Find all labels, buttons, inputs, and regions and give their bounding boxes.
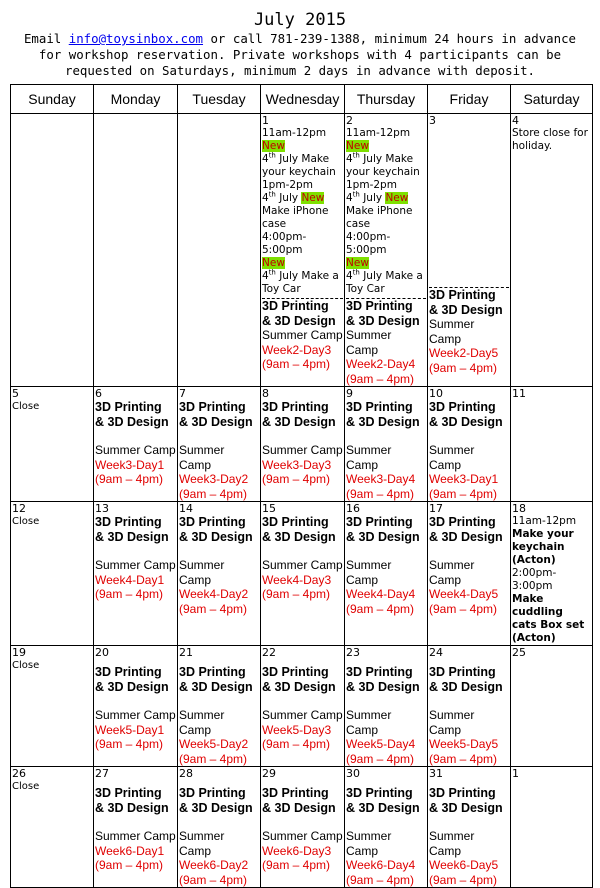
text-fragment: (9am – 4pm) bbox=[95, 587, 164, 601]
workshop-schedule bbox=[512, 515, 591, 645]
text-fragment: Summer Camp bbox=[429, 558, 475, 587]
day-number: 14 bbox=[179, 502, 193, 515]
event-title bbox=[262, 270, 343, 296]
summer-camp-entry bbox=[262, 515, 343, 602]
text-fragment: Make iPhone case bbox=[346, 205, 413, 230]
text-fragment: 3D Printing bbox=[429, 786, 496, 800]
text-fragment: & 3D Design bbox=[95, 529, 169, 544]
text-fragment: Summer Camp bbox=[429, 829, 475, 858]
text-fragment: (9am – 4pm) bbox=[346, 751, 415, 766]
text-fragment: 3D Printing bbox=[346, 400, 413, 414]
day-number: 8 bbox=[262, 387, 269, 400]
day-cell-20 bbox=[94, 646, 178, 767]
day-cell-16 bbox=[345, 502, 428, 646]
day-cell-26 bbox=[11, 767, 94, 888]
text-fragment: (9am – 4pm) bbox=[262, 587, 331, 601]
text-fragment: 3D Printing bbox=[429, 400, 496, 414]
day-cell-14 bbox=[178, 502, 261, 646]
text-fragment: 3D Printing bbox=[346, 786, 413, 800]
text-fragment: Week5-Day4 bbox=[346, 737, 416, 751]
day-cell-28 bbox=[178, 767, 261, 888]
summer-camp-entry bbox=[95, 665, 176, 752]
text-fragment: Summer Camp bbox=[262, 708, 343, 722]
day-cell-17 bbox=[428, 502, 511, 646]
day-cell-24 bbox=[428, 646, 511, 767]
text-fragment: (9am – 4pm) bbox=[429, 360, 498, 375]
text-fragment: & 3D Design bbox=[262, 414, 336, 429]
day-cell-9 bbox=[345, 387, 428, 502]
day-number: 6 bbox=[95, 387, 102, 400]
text-fragment: 3D Printing bbox=[346, 665, 413, 679]
text-fragment: & 3D Design bbox=[95, 800, 169, 815]
day-number: 13 bbox=[95, 502, 109, 515]
summer-camp-entry bbox=[262, 299, 343, 372]
text-fragment: Summer Camp bbox=[429, 443, 475, 472]
day-cell-8 bbox=[261, 387, 345, 502]
text-fragment: Week5-Day5 bbox=[429, 737, 499, 751]
day-cell-10 bbox=[428, 387, 511, 502]
text-fragment: & 3D Design bbox=[95, 414, 169, 429]
day-number: 27 bbox=[95, 767, 109, 780]
day-number: 4 bbox=[512, 114, 519, 127]
text-fragment: (9am – 4pm) bbox=[95, 737, 164, 751]
summer-camp-entry bbox=[179, 515, 259, 616]
text-fragment: (9am – 4pm) bbox=[262, 858, 331, 872]
new-badge: New bbox=[346, 140, 369, 152]
new-badge: New bbox=[301, 192, 325, 204]
text-fragment: th bbox=[268, 151, 276, 160]
text-fragment: 3D Printing bbox=[95, 665, 162, 679]
text-fragment: Summer Camp bbox=[262, 443, 343, 457]
text-fragment: July Make a Toy Car bbox=[346, 270, 423, 295]
text-fragment: & 3D Design bbox=[346, 313, 420, 328]
day-cell-7 bbox=[178, 387, 261, 502]
page-title: July 2015 bbox=[253, 10, 347, 30]
text-fragment: (9am – 4pm) bbox=[179, 486, 248, 501]
text-fragment: Summer Camp bbox=[346, 328, 392, 357]
text-fragment: Week2-Day5 bbox=[429, 346, 499, 360]
summer-camp-entry bbox=[95, 786, 176, 873]
summer-camp-entry bbox=[262, 665, 343, 752]
text-fragment: (9am – 4pm) bbox=[179, 601, 248, 616]
text-fragment: Week3-Day1 bbox=[429, 472, 499, 486]
weekday-header-row bbox=[11, 85, 593, 114]
summer-camp-entry bbox=[95, 400, 176, 487]
summer-camp-entry bbox=[346, 786, 426, 887]
day-cell-empty bbox=[94, 114, 178, 387]
text-fragment: (9am – 4pm) bbox=[95, 858, 164, 872]
text-fragment: (9am – 4pm) bbox=[346, 486, 415, 501]
time-slot: 4:00pm-5:00pm bbox=[262, 231, 307, 256]
day-number: 28 bbox=[179, 767, 193, 780]
text-fragment: Summer Camp bbox=[95, 443, 176, 457]
text-fragment: 4 bbox=[262, 153, 269, 165]
time-slot: 11am-12pm bbox=[262, 127, 327, 139]
event-title bbox=[262, 192, 343, 231]
text-fragment: 3D Printing bbox=[262, 299, 329, 313]
text-fragment: (9am – 4pm) bbox=[429, 601, 498, 616]
day-cell-29 bbox=[261, 767, 345, 888]
text-fragment: & 3D Design bbox=[262, 679, 336, 694]
intro-text bbox=[10, 31, 590, 79]
text-fragment: Week6-Day5 bbox=[429, 858, 499, 872]
day-number: 22 bbox=[262, 646, 276, 659]
day-cell-27 bbox=[94, 767, 178, 888]
text-fragment: Summer Camp bbox=[95, 829, 176, 843]
text-fragment: 3D Printing bbox=[429, 665, 496, 679]
summer-camp-entry bbox=[346, 665, 426, 766]
email-link[interactable]: info@toysinbox.com bbox=[68, 31, 204, 46]
text-fragment: Summer Camp bbox=[346, 708, 392, 737]
time-slot: 11am-12pm bbox=[346, 127, 411, 139]
day-cell-21 bbox=[178, 646, 261, 767]
text-fragment: (9am – 4pm) bbox=[262, 737, 331, 751]
text-fragment: July Make your keychain bbox=[262, 153, 336, 178]
week-row-4 bbox=[11, 646, 593, 767]
time-slot: 4:00pm-5:00pm bbox=[346, 231, 391, 256]
text-fragment: & 3D Design bbox=[346, 529, 420, 544]
day-number: 31 bbox=[429, 767, 443, 780]
day-number: 23 bbox=[346, 646, 360, 659]
day-cell-aug-1 bbox=[511, 767, 593, 888]
text-fragment: & 3D Design bbox=[179, 800, 253, 815]
text-fragment: th bbox=[352, 190, 360, 199]
text-fragment: Week3-Day3 bbox=[262, 457, 332, 472]
text-fragment: July Make your keychain bbox=[346, 153, 420, 178]
text-fragment: (9am – 4pm) bbox=[429, 751, 498, 766]
new-badge: New bbox=[262, 257, 285, 269]
day-cell-4 bbox=[511, 114, 593, 387]
summer-camp-entry bbox=[429, 665, 509, 766]
week-row-2 bbox=[11, 387, 593, 502]
text-fragment: 3D Printing bbox=[262, 665, 329, 679]
weekday-sunday: Sunday bbox=[11, 85, 94, 114]
day-cell-19 bbox=[11, 646, 94, 767]
text-fragment: Week6-Day3 bbox=[262, 843, 332, 858]
text-fragment: Summer Camp bbox=[346, 829, 392, 858]
day-number: 17 bbox=[429, 502, 443, 515]
text-fragment: & 3D Design bbox=[429, 414, 503, 429]
closed-label: Close bbox=[12, 516, 40, 527]
event-title: Make your keychain (Acton) bbox=[512, 528, 574, 566]
text-fragment: 4 bbox=[346, 192, 353, 204]
day-cell-25 bbox=[511, 646, 593, 767]
text-fragment: & 3D Design bbox=[179, 414, 253, 429]
day-number: 25 bbox=[512, 646, 526, 659]
day-number: 2 bbox=[346, 114, 353, 127]
summer-camp-entry bbox=[346, 400, 426, 501]
day-cell-3 bbox=[428, 114, 511, 387]
day-number: 19 bbox=[12, 646, 26, 659]
week-row-3 bbox=[11, 502, 593, 646]
day-number: 7 bbox=[179, 387, 186, 400]
day-number: 1 bbox=[262, 114, 269, 127]
text-fragment: & 3D Design bbox=[262, 800, 336, 815]
weekday-tuesday: Tuesday bbox=[178, 85, 261, 114]
text-fragment: Summer Camp bbox=[179, 829, 225, 858]
weekday-saturday: Saturday bbox=[511, 85, 593, 114]
text-fragment: Week6-Day1 bbox=[95, 843, 165, 858]
text-fragment: Week2-Day4 bbox=[346, 357, 416, 371]
day-cell-15 bbox=[261, 502, 345, 646]
summer-camp-entry bbox=[95, 515, 176, 602]
text-fragment: Week6-Day4 bbox=[346, 858, 416, 872]
text-fragment: & 3D Design bbox=[179, 679, 253, 694]
text-fragment: & 3D Design bbox=[179, 529, 253, 544]
text-fragment: & 3D Design bbox=[429, 800, 503, 815]
text-fragment: Summer Camp bbox=[346, 558, 392, 587]
workshop-schedule bbox=[346, 127, 426, 296]
text-fragment: July bbox=[275, 192, 302, 204]
weekday-friday: Friday bbox=[428, 85, 511, 114]
intro-suffix: or call 781-239-1388, minimum 24 hours in advance for workshop reservation. Private workshops with 4 participants can be requested on Saturdays, minimum 2 days in advance with deposit. bbox=[38, 31, 577, 78]
text-fragment: Summer Camp bbox=[179, 558, 225, 587]
text-fragment: (9am – 4pm) bbox=[262, 472, 331, 486]
intro-prefix: Email bbox=[23, 31, 69, 46]
text-fragment: th bbox=[352, 151, 360, 160]
text-fragment: Week5-Day3 bbox=[262, 722, 332, 737]
text-fragment: Week3-Day2 bbox=[179, 472, 249, 486]
day-number: 24 bbox=[429, 646, 443, 659]
text-fragment: Week4-Day4 bbox=[346, 587, 416, 601]
text-fragment: th bbox=[352, 268, 360, 277]
text-fragment: (9am – 4pm) bbox=[346, 872, 415, 887]
text-fragment: 3D Printing bbox=[179, 786, 246, 800]
weekday-wednesday: Wednesday bbox=[261, 85, 345, 114]
text-fragment: 3D Printing bbox=[429, 515, 496, 529]
text-fragment: Summer Camp bbox=[346, 443, 392, 472]
day-number: 15 bbox=[262, 502, 276, 515]
text-fragment: 3D Printing bbox=[262, 400, 329, 414]
text-fragment: 3D Printing bbox=[346, 515, 413, 529]
text-fragment: Week4-Day2 bbox=[179, 587, 249, 601]
text-fragment: Week4-Day5 bbox=[429, 587, 499, 601]
text-fragment: & 3D Design bbox=[346, 800, 420, 815]
text-fragment: & 3D Design bbox=[429, 302, 503, 317]
day-number: 16 bbox=[346, 502, 360, 515]
text-fragment: th bbox=[268, 190, 276, 199]
summer-camp-entry bbox=[262, 400, 343, 487]
text-fragment: 4 bbox=[346, 270, 353, 282]
day-cell-12 bbox=[11, 502, 94, 646]
text-fragment: Summer Camp bbox=[179, 708, 225, 737]
text-fragment: July Make a Toy Car bbox=[262, 270, 339, 295]
text-fragment: Summer Camp bbox=[429, 317, 475, 346]
day-number: 12 bbox=[12, 502, 26, 515]
day-cell-30 bbox=[345, 767, 428, 888]
summer-camp-entry bbox=[179, 665, 259, 766]
day-cell-13 bbox=[94, 502, 178, 646]
text-fragment: 3D Printing bbox=[179, 665, 246, 679]
text-fragment: July bbox=[359, 192, 386, 204]
text-fragment: 4 bbox=[346, 153, 353, 165]
text-fragment: (9am – 4pm) bbox=[429, 872, 498, 887]
calendar-header bbox=[10, 9, 590, 79]
text-fragment: & 3D Design bbox=[346, 679, 420, 694]
day-number: 30 bbox=[346, 767, 360, 780]
summer-camp-entry bbox=[346, 299, 426, 386]
event-title: Make cuddling cats Box set (Acton) bbox=[512, 593, 585, 644]
text-fragment: (9am – 4pm) bbox=[179, 872, 248, 887]
time-slot: 1pm-2pm bbox=[262, 179, 313, 191]
event-title bbox=[346, 192, 426, 231]
text-fragment: Week5-Day2 bbox=[179, 737, 249, 751]
text-fragment: (9am – 4pm) bbox=[262, 357, 331, 371]
day-number: 21 bbox=[179, 646, 193, 659]
day-number: 20 bbox=[95, 646, 109, 659]
day-number: 9 bbox=[346, 387, 353, 400]
workshop-schedule bbox=[262, 127, 343, 296]
text-fragment: 4 bbox=[262, 270, 269, 282]
text-fragment: 4 bbox=[262, 192, 269, 204]
new-badge: New bbox=[385, 192, 409, 204]
day-number: 11 bbox=[512, 387, 526, 400]
summer-camp-entry bbox=[429, 288, 509, 375]
text-fragment: & 3D Design bbox=[262, 529, 336, 544]
summer-camp-entry bbox=[179, 400, 259, 501]
summer-camp-entry bbox=[346, 515, 426, 616]
text-fragment: 3D Printing bbox=[262, 786, 329, 800]
day-cell-22 bbox=[261, 646, 345, 767]
text-fragment: 3D Printing bbox=[179, 400, 246, 414]
text-fragment: Summer Camp bbox=[262, 328, 343, 342]
text-fragment: Make iPhone case bbox=[262, 205, 329, 230]
text-fragment: (9am – 4pm) bbox=[346, 601, 415, 616]
holiday-note: Store close for holiday. bbox=[512, 127, 588, 152]
day-cell-5 bbox=[11, 387, 94, 502]
weekday-thursday: Thursday bbox=[345, 85, 428, 114]
summer-camp-entry bbox=[429, 786, 509, 887]
text-fragment: 3D Printing bbox=[179, 515, 246, 529]
new-badge: New bbox=[262, 140, 285, 152]
text-fragment: Week6-Day2 bbox=[179, 858, 249, 872]
weekday-monday: Monday bbox=[94, 85, 178, 114]
day-number: 5 bbox=[12, 387, 19, 400]
text-fragment: Summer Camp bbox=[179, 443, 225, 472]
text-fragment: Week2-Day3 bbox=[262, 342, 332, 357]
day-cell-1 bbox=[261, 114, 345, 387]
day-cell-2 bbox=[345, 114, 428, 387]
summer-camp-entry bbox=[262, 786, 343, 873]
event-title bbox=[262, 153, 343, 179]
day-number: 26 bbox=[12, 767, 26, 780]
text-fragment: Week4-Day3 bbox=[262, 572, 332, 587]
new-badge: New bbox=[346, 257, 369, 269]
text-fragment: Week3-Day4 bbox=[346, 472, 416, 486]
day-cell-empty bbox=[178, 114, 261, 387]
text-fragment: 3D Printing bbox=[95, 786, 162, 800]
text-fragment: 3D Printing bbox=[262, 515, 329, 529]
text-fragment: Week3-Day1 bbox=[95, 457, 165, 472]
text-fragment: 3D Printing bbox=[95, 400, 162, 414]
text-fragment: Week4-Day1 bbox=[95, 572, 165, 587]
text-fragment: Summer Camp bbox=[262, 558, 343, 572]
time-slot: 2:00pm-3:00pm bbox=[512, 567, 557, 592]
summer-camp-entry bbox=[179, 786, 259, 887]
day-number: 29 bbox=[262, 767, 276, 780]
closed-label: Close bbox=[12, 660, 40, 671]
day-cell-31 bbox=[428, 767, 511, 888]
day-number: 18 bbox=[512, 502, 526, 515]
text-fragment: & 3D Design bbox=[346, 414, 420, 429]
text-fragment: (9am – 4pm) bbox=[346, 371, 415, 386]
day-cell-6 bbox=[94, 387, 178, 502]
time-slot: 1pm-2pm bbox=[346, 179, 397, 191]
text-fragment: 3D Printing bbox=[346, 299, 413, 313]
day-cell-empty bbox=[11, 114, 94, 387]
summer-camp-entry bbox=[429, 515, 509, 616]
text-fragment: 3D Printing bbox=[429, 288, 496, 302]
text-fragment: th bbox=[268, 268, 276, 277]
closed-label: Close bbox=[12, 401, 40, 412]
text-fragment: Summer Camp bbox=[429, 708, 475, 737]
day-number: 10 bbox=[429, 387, 443, 400]
text-fragment: 3D Printing bbox=[95, 515, 162, 529]
text-fragment: (9am – 4pm) bbox=[179, 751, 248, 766]
closed-label: Close bbox=[12, 781, 40, 792]
text-fragment: Week5-Day1 bbox=[95, 722, 165, 737]
event-title bbox=[346, 153, 426, 179]
text-fragment: & 3D Design bbox=[429, 529, 503, 544]
text-fragment: Summer Camp bbox=[95, 708, 176, 722]
text-fragment: Summer Camp bbox=[95, 558, 176, 572]
week-row-1 bbox=[11, 114, 593, 387]
event-title bbox=[346, 270, 426, 296]
text-fragment: Summer Camp bbox=[262, 829, 343, 843]
text-fragment: & 3D Design bbox=[429, 679, 503, 694]
summer-camp-entry bbox=[429, 400, 509, 501]
calendar-grid bbox=[10, 84, 593, 888]
text-fragment: & 3D Design bbox=[262, 313, 336, 328]
day-cell-18 bbox=[511, 502, 593, 646]
day-number: 1 bbox=[512, 767, 519, 780]
day-cell-11 bbox=[511, 387, 593, 502]
day-cell-23 bbox=[345, 646, 428, 767]
text-fragment: (9am – 4pm) bbox=[95, 472, 164, 486]
text-fragment: & 3D Design bbox=[95, 679, 169, 694]
time-slot: 11am-12pm bbox=[512, 515, 577, 527]
text-fragment: (9am – 4pm) bbox=[429, 486, 498, 501]
day-number: 3 bbox=[429, 114, 436, 127]
week-row-5 bbox=[11, 767, 593, 888]
